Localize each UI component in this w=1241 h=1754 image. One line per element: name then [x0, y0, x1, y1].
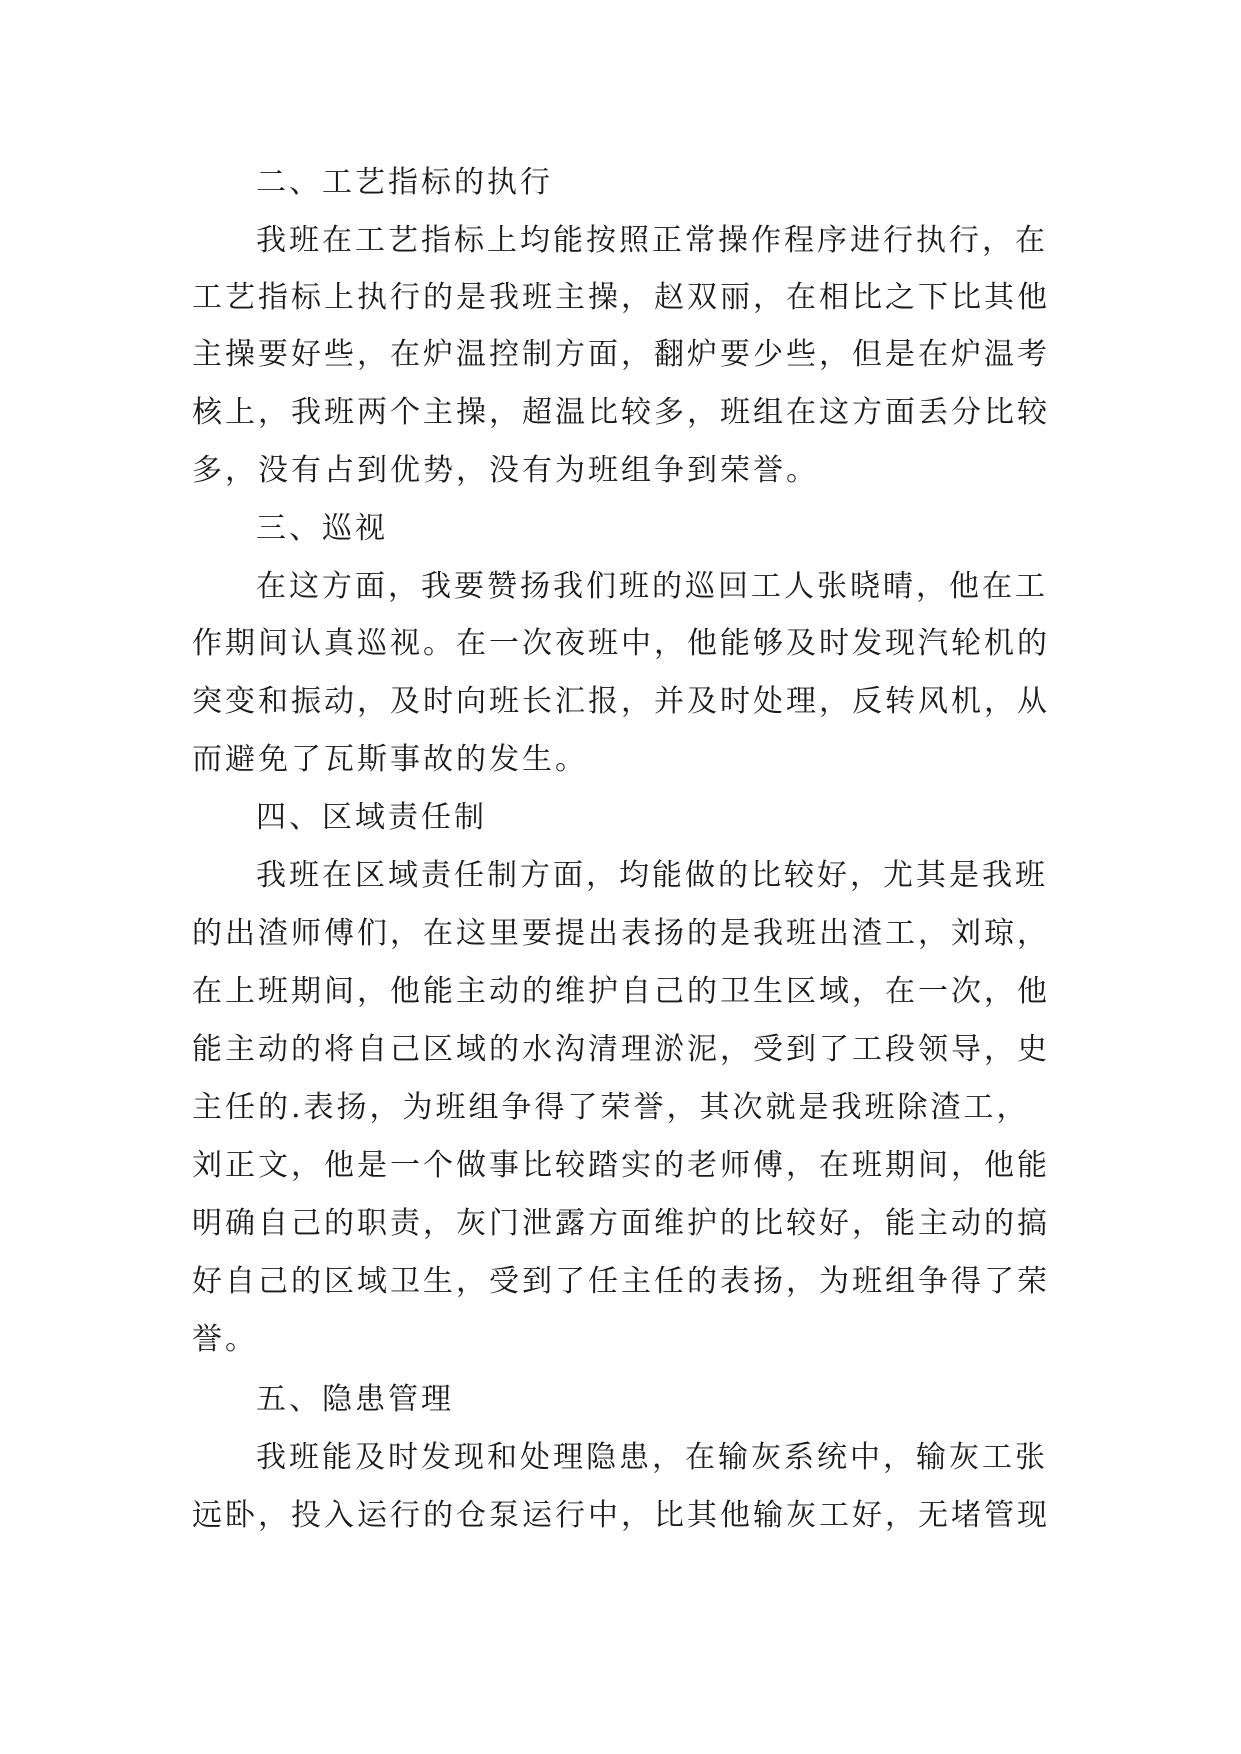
paragraph-line: 突变和振动，及时向班长汇报，并及时处理，反转风机，从 [192, 684, 1050, 719]
paragraph-line: 工艺指标上执行的是我班主操，赵双丽，在相比之下比其他 [192, 280, 1050, 315]
paragraph-line: 我班在工艺指标上均能按照正常操作程序进行执行，在 [256, 223, 1048, 258]
paragraph-line: 明确自己的职责，灰门泄露方面维护的比较好，能主动的搞 [192, 1206, 1050, 1241]
paragraph-line: 而避免了瓦斯事故的发生。 [192, 742, 588, 777]
paragraph-line: 核上，我班两个主操，超温比较多，班组在这方面丢分比较 [192, 395, 1050, 430]
heading-inspection: 三、巡视 [256, 511, 388, 546]
paragraph-line: 刘正文，他是一个做事比较踏实的老师傅，在班期间，他能 [192, 1148, 1050, 1183]
paragraph-line: 我班能及时发现和处理隐患，在输灰系统中，输灰工张 [256, 1440, 1048, 1475]
heading-process-indicators: 二、工艺指标的执行 [256, 165, 553, 200]
paragraph-line: 我班在区域责任制方面，均能做的比较好，尤其是我班 [256, 858, 1048, 893]
paragraph-line: 作期间认真巡视。在一次夜班中，他能够及时发现汽轮机的 [192, 626, 1050, 661]
paragraph-line: 能主动的将自己区域的水沟清理淤泥，受到了工段领导，史 [192, 1032, 1050, 1067]
paragraph-line: 主任的.表扬，为班组争得了荣誉，其次就是我班除渣工， [192, 1090, 1030, 1125]
paragraph-line: 远卧，投入运行的仓泵运行中，比其他输灰工好，无堵管现 [192, 1498, 1050, 1533]
paragraph-line: 好自己的区域卫生，受到了任主任的表扬，为班组争得了荣 [192, 1264, 1050, 1299]
paragraph-line: 主操要好些，在炉温控制方面，翻炉要少些，但是在炉温考 [192, 337, 1050, 372]
heading-hazard-management: 五、隐患管理 [256, 1382, 454, 1417]
heading-area-responsibility: 四、区域责任制 [256, 800, 487, 835]
paragraph-line: 多，没有占到优势，没有为班组争到荣誉。 [192, 453, 819, 488]
paragraph-line: 誉。 [192, 1322, 258, 1357]
paragraph-line: 在这方面，我要赞扬我们班的巡回工人张晓晴，他在工 [256, 569, 1048, 604]
paragraph-line: 在上班期间，他能主动的维护自己的卫生区域，在一次，他 [192, 974, 1050, 1009]
paragraph-line: 的出渣师傅们，在这里要提出表扬的是我班出渣工，刘琼， [192, 916, 1050, 951]
